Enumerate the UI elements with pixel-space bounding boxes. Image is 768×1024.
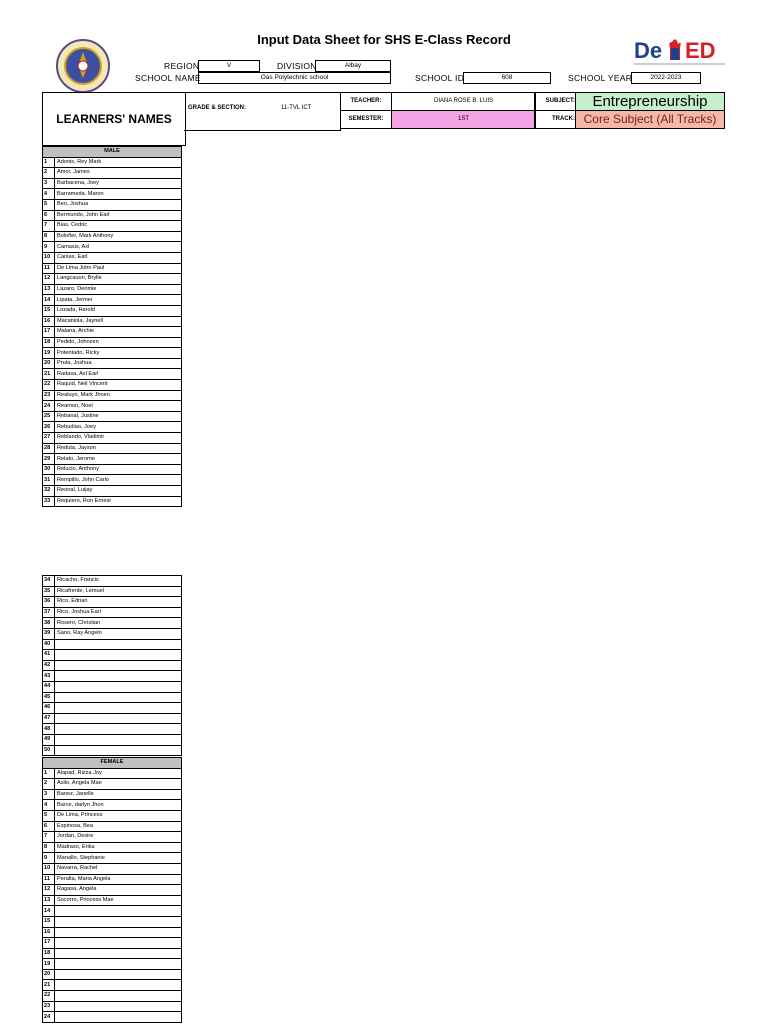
table-row: [43, 671, 182, 682]
learner-name-cell[interactable]: Lipata, Jermei: [55, 295, 182, 306]
row-number: 48: [43, 724, 55, 735]
row-number: 13: [43, 284, 55, 295]
learners-names-label: LEARNERS' NAMES: [56, 112, 172, 126]
semester-field[interactable]: 1ST: [391, 110, 536, 129]
male-learners-table: [42, 146, 182, 507]
row-number: 14: [43, 906, 55, 917]
learner-name-cell[interactable]: [55, 650, 182, 661]
table-row: [43, 454, 182, 465]
table-row: [43, 948, 182, 959]
grade-section-cell: [184, 92, 341, 131]
table-row: [43, 938, 182, 949]
row-number: 2: [43, 168, 55, 179]
track-label: TRACK:: [534, 110, 577, 129]
table-row: [43, 991, 182, 1002]
learner-name-cell[interactable]: Jordan, Desire: [55, 832, 182, 843]
table-row: [43, 369, 182, 380]
table-row: [43, 178, 182, 189]
table-row: [43, 597, 182, 608]
row-number: 10: [43, 252, 55, 263]
school-name-label: SCHOOL NAME: [135, 73, 201, 83]
learner-name-cell[interactable]: Lazaro, Denmie: [55, 284, 182, 295]
learner-name-cell[interactable]: Relucio, Anthony: [55, 464, 182, 475]
teacher-field[interactable]: DIANA ROSE B. LUIS: [391, 92, 536, 111]
learner-name-cell[interactable]: [55, 916, 182, 927]
row-number: 20: [43, 358, 55, 369]
row-number: 40: [43, 639, 55, 650]
table-row: [43, 486, 182, 497]
table-row: [43, 789, 182, 800]
row-number: 11: [43, 874, 55, 885]
learner-name-cell[interactable]: Relato, Jerome: [55, 454, 182, 465]
table-row: [43, 959, 182, 970]
learner-name-cell[interactable]: Adonis, Rey Mark: [55, 157, 182, 168]
learner-name-cell[interactable]: [55, 991, 182, 1002]
semester-label: SEMESTER:: [340, 110, 392, 129]
table-row: [43, 628, 182, 639]
learner-name-cell[interactable]: [55, 927, 182, 938]
learner-name-cell[interactable]: Bias, Cedric: [55, 221, 182, 232]
learner-name-cell[interactable]: Madraso, Erika: [55, 842, 182, 853]
row-number: 6: [43, 210, 55, 221]
female-header: FEMALE: [43, 758, 182, 769]
row-number: 49: [43, 734, 55, 745]
learner-name-cell[interactable]: Pruta, Joshua: [55, 358, 182, 369]
learner-name-cell[interactable]: Espinosa, Bea: [55, 821, 182, 832]
row-number: 38: [43, 618, 55, 629]
learner-name-cell[interactable]: [55, 1012, 182, 1023]
table-row: [43, 927, 182, 938]
row-number: 18: [43, 948, 55, 959]
row-number: 19: [43, 959, 55, 970]
row-number: 9: [43, 853, 55, 864]
table-row: [43, 401, 182, 412]
track-field[interactable]: Core Subject (All Tracks): [575, 110, 725, 129]
learner-name-cell[interactable]: Potentado, Ricky: [55, 348, 182, 359]
subject-field[interactable]: Entrepreneurship: [575, 92, 725, 111]
table-row: [43, 327, 182, 338]
learner-name-cell[interactable]: [55, 703, 182, 714]
school-year-label: SCHOOL YEAR: [568, 73, 633, 83]
row-number: 14: [43, 295, 55, 306]
learner-name-cell[interactable]: Banez, Janelle: [55, 789, 182, 800]
row-number: 28: [43, 443, 55, 454]
row-number: 26: [43, 422, 55, 433]
row-number: 22: [43, 380, 55, 391]
row-number: 15: [43, 916, 55, 927]
table-row: [43, 295, 182, 306]
table-row: [43, 189, 182, 200]
table-row: [43, 1012, 182, 1023]
learner-name-cell[interactable]: Rico, Joshua Earl: [55, 607, 182, 618]
row-number: 12: [43, 274, 55, 285]
page-title: Input Data Sheet for SHS E-Class Record: [257, 32, 511, 47]
table-row: [43, 305, 182, 316]
grade-section-label: GRADE & SECTION:: [188, 105, 247, 111]
table-row: [43, 157, 182, 168]
row-number: 45: [43, 692, 55, 703]
learner-name-cell[interactable]: Amor, James: [55, 168, 182, 179]
learner-name-cell[interactable]: [55, 734, 182, 745]
table-row: [43, 681, 182, 692]
teacher-label: TEACHER:: [340, 92, 392, 111]
table-row: [43, 906, 182, 917]
table-row: [43, 586, 182, 597]
row-number: 30: [43, 464, 55, 475]
row-number: 2: [43, 779, 55, 790]
learner-name-cell[interactable]: [55, 745, 182, 756]
table-row: [43, 210, 182, 221]
table-row: [43, 221, 182, 232]
table-row: [43, 496, 182, 507]
learner-name-cell[interactable]: De Lima, Princess: [55, 810, 182, 821]
row-number: 23: [43, 1001, 55, 1012]
row-number: 1: [43, 157, 55, 168]
school-id-label: SCHOOL ID: [415, 73, 465, 83]
row-number: 10: [43, 863, 55, 874]
learner-name-cell[interactable]: Barce, darlyn Jhon: [55, 800, 182, 811]
learner-name-cell[interactable]: Reonal, Luijay: [55, 486, 182, 497]
learner-name-cell[interactable]: [55, 639, 182, 650]
male-header: MALE: [43, 147, 182, 158]
table-row: [43, 252, 182, 263]
learner-name-cell[interactable]: Barbacena, Joey: [55, 178, 182, 189]
table-row: [43, 885, 182, 896]
row-number: 24: [43, 401, 55, 412]
row-number: 32: [43, 486, 55, 497]
learner-name-cell[interactable]: [55, 938, 182, 949]
table-row: [43, 724, 182, 735]
table-row: [43, 916, 182, 927]
table-row: [43, 810, 182, 821]
table-row: [43, 745, 182, 756]
table-row: [43, 895, 182, 906]
table-row: [43, 779, 182, 790]
learner-name-cell[interactable]: Asilo, Angela Mae: [55, 779, 182, 790]
learner-name-cell[interactable]: De Lima John Paul: [55, 263, 182, 274]
learner-name-cell[interactable]: Requiero, Ron Ernest: [55, 496, 182, 507]
row-number: 18: [43, 337, 55, 348]
grade-section-value[interactable]: 11-TVL ICT: [281, 105, 312, 111]
row-number: 3: [43, 178, 55, 189]
row-number: 43: [43, 671, 55, 682]
table-row: [43, 639, 182, 650]
table-row: [43, 390, 182, 401]
row-number: 7: [43, 832, 55, 843]
learner-name-cell[interactable]: [55, 692, 182, 703]
school-year-field[interactable]: 2022-2023: [631, 72, 701, 84]
table-row: [43, 768, 182, 779]
learner-name-cell[interactable]: Ragasa, Angela: [55, 885, 182, 896]
table-row: [43, 660, 182, 671]
table-row: [43, 422, 182, 433]
region-field[interactable]: V: [198, 60, 260, 72]
row-number: 41: [43, 650, 55, 661]
row-number: 22: [43, 991, 55, 1002]
svg-text:ED: ED: [685, 38, 716, 63]
learner-name-cell[interactable]: [55, 724, 182, 735]
learner-name-cell[interactable]: Barrameda, Maron: [55, 189, 182, 200]
row-number: 27: [43, 433, 55, 444]
row-number: 4: [43, 189, 55, 200]
learner-name-cell[interactable]: Navarra, Rachel: [55, 863, 182, 874]
learner-name-cell[interactable]: [55, 969, 182, 980]
row-number: 5: [43, 199, 55, 210]
table-row: [43, 274, 182, 285]
row-number: 4: [43, 800, 55, 811]
male-learners-table-continued: [42, 575, 182, 756]
row-number: 29: [43, 454, 55, 465]
learner-name-cell[interactable]: Rebanal, Justine: [55, 411, 182, 422]
table-row: [43, 607, 182, 618]
learner-name-cell[interactable]: Radasa, Axl Earl: [55, 369, 182, 380]
row-number: 19: [43, 348, 55, 359]
learner-name-cell[interactable]: Reamon, Noel: [55, 401, 182, 412]
learner-name-cell[interactable]: Peralta, Maria Angela: [55, 874, 182, 885]
learner-name-cell[interactable]: [55, 1001, 182, 1012]
learner-name-cell[interactable]: Alapad, Rizza Joy: [55, 768, 182, 779]
learner-name-cell[interactable]: Camasis, Axl: [55, 242, 182, 253]
learner-name-cell[interactable]: Bermundo, John Earl: [55, 210, 182, 221]
table-row: [43, 263, 182, 274]
learner-name-cell[interactable]: [55, 671, 182, 682]
row-number: 11: [43, 263, 55, 274]
table-row: [43, 358, 182, 369]
learner-name-cell[interactable]: [55, 906, 182, 917]
table-row: [43, 348, 182, 359]
learner-name-cell[interactable]: Langcauon, Brylle: [55, 274, 182, 285]
row-number: 50: [43, 745, 55, 756]
table-row: [43, 734, 182, 745]
deped-logo-icon: [632, 36, 727, 68]
table-row: [43, 821, 182, 832]
row-number: 6: [43, 821, 55, 832]
learner-name-cell[interactable]: Boloñer, Mark Anthony: [55, 231, 182, 242]
division-label: DIVISION: [277, 61, 317, 71]
row-number: 36: [43, 597, 55, 608]
deped-logo: [632, 36, 727, 73]
learner-name-cell[interactable]: Lozada, Harold: [55, 305, 182, 316]
female-learners-table: [42, 757, 182, 1023]
division-field[interactable]: Albay: [315, 60, 391, 72]
learner-name-cell[interactable]: Rico, Edrian: [55, 597, 182, 608]
learner-name-cell[interactable]: Raquid, Neil Vincent: [55, 380, 182, 391]
learner-name-cell[interactable]: Canlas, Earl: [55, 252, 182, 263]
table-row: [43, 863, 182, 874]
row-number: 42: [43, 660, 55, 671]
table-row: [43, 475, 182, 486]
table-row: [43, 1001, 182, 1012]
table-row: [43, 842, 182, 853]
table-row: [43, 168, 182, 179]
learner-name-cell[interactable]: Macaniola, Jaynell: [55, 316, 182, 327]
learner-name-cell[interactable]: Malana, Archie: [55, 327, 182, 338]
table-row: [43, 242, 182, 253]
deped-seal-icon: [55, 38, 111, 94]
learner-name-cell[interactable]: [55, 959, 182, 970]
row-number: 16: [43, 316, 55, 327]
row-number: 33: [43, 496, 55, 507]
row-number: 17: [43, 327, 55, 338]
learner-name-cell[interactable]: Reduta, Jayson: [55, 443, 182, 454]
row-number: 15: [43, 305, 55, 316]
row-number: 21: [43, 980, 55, 991]
learner-name-cell[interactable]: [55, 713, 182, 724]
table-row: [43, 853, 182, 864]
learner-name-cell[interactable]: [55, 660, 182, 671]
row-number: 8: [43, 842, 55, 853]
table-row: [43, 433, 182, 444]
region-label: REGION: [164, 61, 200, 71]
row-number: 39: [43, 628, 55, 639]
row-number: 34: [43, 576, 55, 587]
row-number: 31: [43, 475, 55, 486]
learner-name-cell[interactable]: [55, 681, 182, 692]
table-row: [43, 380, 182, 391]
learner-name-cell[interactable]: Reblando, Vladimir: [55, 433, 182, 444]
row-number: 37: [43, 607, 55, 618]
learner-name-cell[interactable]: Socorro, Princess Mae: [55, 895, 182, 906]
table-row: [43, 650, 182, 661]
learner-name-cell[interactable]: Beo, Joshua: [55, 199, 182, 210]
learners-names-header: [42, 92, 186, 146]
row-number: 21: [43, 369, 55, 380]
table-row: [43, 703, 182, 714]
learner-name-cell[interactable]: [55, 948, 182, 959]
learner-name-cell[interactable]: Rebudiao, Joey: [55, 422, 182, 433]
table-row: [43, 692, 182, 703]
row-number: 46: [43, 703, 55, 714]
row-number: 47: [43, 713, 55, 724]
row-number: 1: [43, 768, 55, 779]
table-row: [43, 411, 182, 422]
table-row: [43, 980, 182, 991]
table-row: [43, 464, 182, 475]
learner-name-cell[interactable]: Manallo, Stephanie: [55, 853, 182, 864]
learner-name-cell[interactable]: Ricafrente, Lemuel: [55, 586, 182, 597]
school-id-field[interactable]: 608: [463, 72, 551, 84]
row-number: 12: [43, 885, 55, 896]
row-number: 25: [43, 411, 55, 422]
subject-label: SUBJECT:: [534, 92, 577, 111]
learner-name-cell[interactable]: Realuyo, Mark Jhoen: [55, 390, 182, 401]
row-number: 20: [43, 969, 55, 980]
learner-name-cell[interactable]: Rosero, Christian: [55, 618, 182, 629]
row-number: 9: [43, 242, 55, 253]
row-number: 23: [43, 390, 55, 401]
row-number: 24: [43, 1012, 55, 1023]
table-row: [43, 337, 182, 348]
table-row: [43, 284, 182, 295]
school-name-field[interactable]: Oas Polytechnic school: [198, 72, 391, 84]
learner-name-cell[interactable]: Ricacho, Francis: [55, 576, 182, 587]
learner-name-cell[interactable]: Pedido, Johnzen: [55, 337, 182, 348]
table-row: [43, 199, 182, 210]
table-row: [43, 800, 182, 811]
row-number: 35: [43, 586, 55, 597]
learner-name-cell[interactable]: Sano, Ray Angelo: [55, 628, 182, 639]
learner-name-cell[interactable]: [55, 980, 182, 991]
svg-text:De: De: [634, 38, 663, 63]
row-number: 16: [43, 927, 55, 938]
table-row: [43, 576, 182, 587]
row-number: 5: [43, 810, 55, 821]
row-number: 13: [43, 895, 55, 906]
table-row: [43, 874, 182, 885]
row-number: 7: [43, 221, 55, 232]
table-row: [43, 713, 182, 724]
table-row: [43, 832, 182, 843]
table-row: [43, 969, 182, 980]
table-row: [43, 443, 182, 454]
table-row: [43, 618, 182, 629]
row-number: 44: [43, 681, 55, 692]
table-row: [43, 316, 182, 327]
learner-name-cell[interactable]: Rempillo, John Carlo: [55, 475, 182, 486]
table-row: [43, 231, 182, 242]
row-number: 17: [43, 938, 55, 949]
row-number: 8: [43, 231, 55, 242]
row-number: 3: [43, 789, 55, 800]
